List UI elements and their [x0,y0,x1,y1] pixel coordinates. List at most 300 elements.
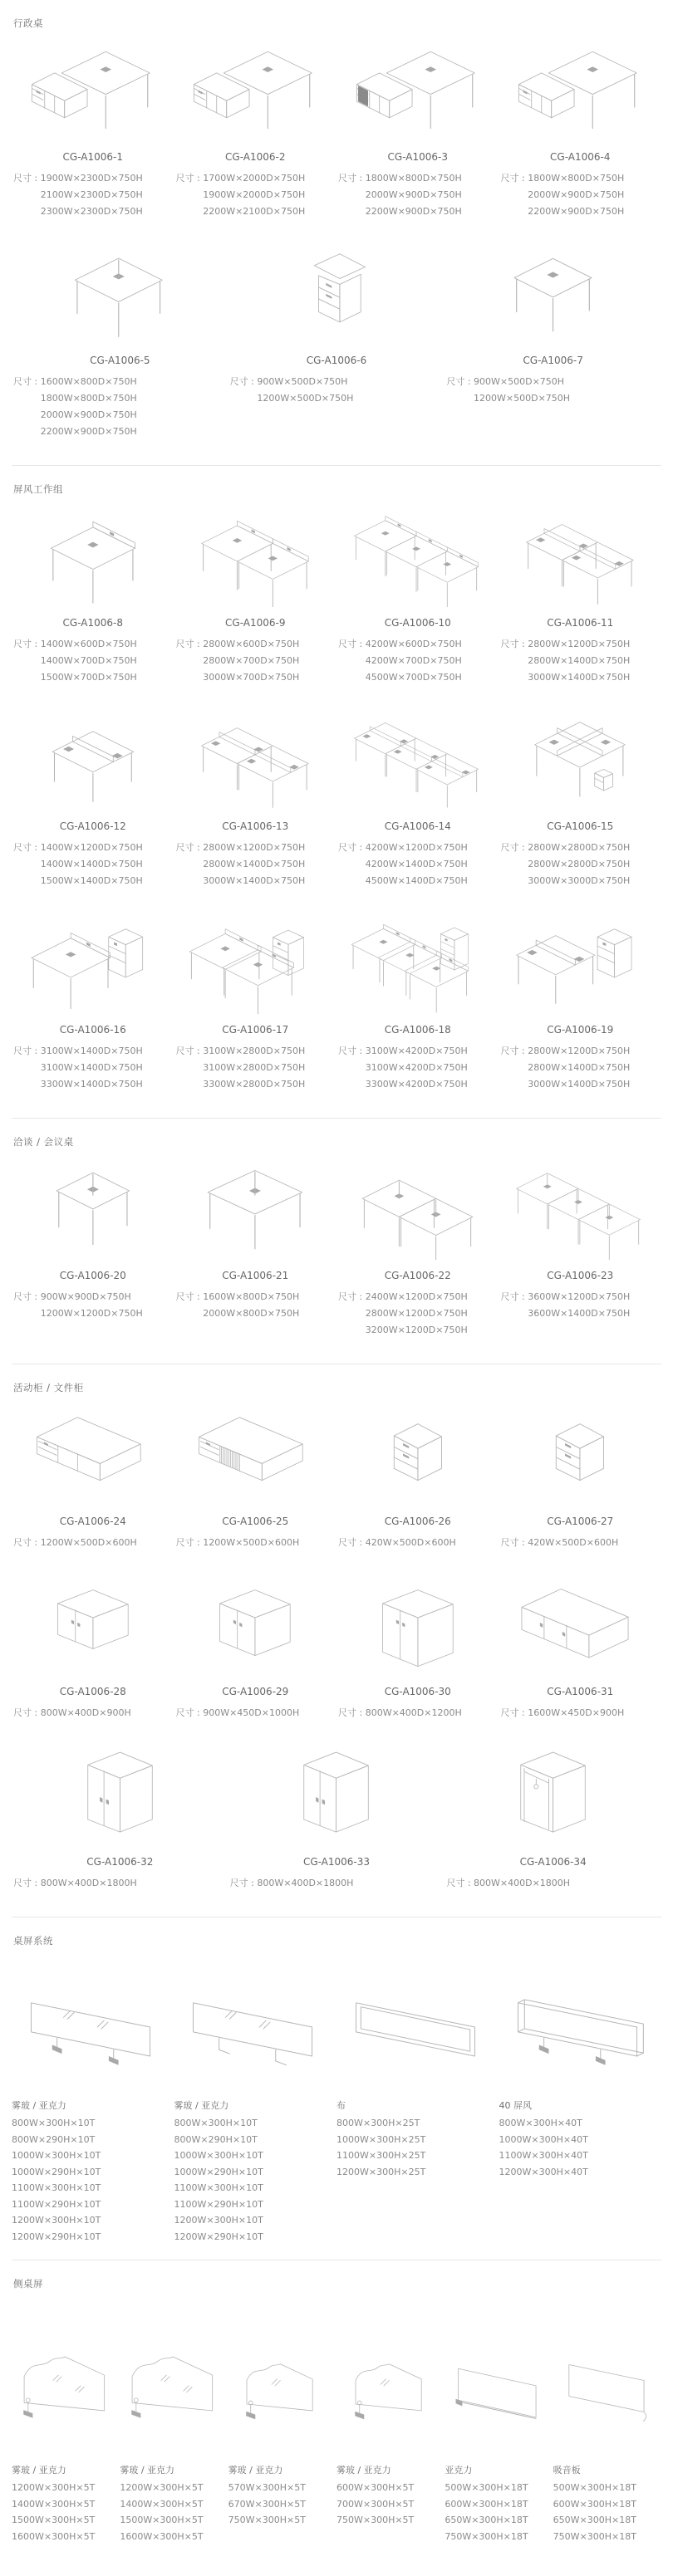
dimension-line: 900W×450D×1000H [203,1707,300,1718]
dimension-line: 1400W×700D×750H [40,655,137,666]
dimension-lines [203,1535,299,1551]
spec-size-line: 750W×300H×18T [553,2530,636,2542]
spec-column [445,2290,553,2544]
dimension-line: 800W×400D×1800H [40,1878,137,1888]
spec-size-line: 1500W×300H×5T [12,2515,96,2525]
product-row [12,1735,661,1892]
dimension-line: 2800W×1400D×750H [528,655,631,666]
dimensions-label: 尺寸 : [500,1537,528,1548]
product-dimensions [499,636,662,686]
spec-size-line: 1200W×300H×10T [12,2215,101,2226]
dimensions-label: 尺寸 : [13,376,41,387]
product-dimensions [336,1043,499,1093]
spec-size-line: 1000W×290H×10T [12,2166,101,2177]
dimension-line: 3200W×1200D×750H [365,1325,468,1335]
product-dimensions [499,1043,662,1093]
dimension-line: 2800W×1200D×750H [203,842,306,853]
product-dimensions [336,1289,499,1339]
product-model: CG-A1006-23 [547,1270,614,1281]
product-model: CG-A1006-3 [387,151,448,163]
spec-column [12,2290,120,2544]
dimension-line: 3600W×1200D×750H [528,1291,631,1302]
wardrobe-cabinet-illustration [228,1748,445,1846]
product-model: CG-A1006-8 [62,617,123,629]
dimension-lines [366,1289,468,1339]
spec-size-line: 750W×300H×5T [336,2515,415,2525]
executive-l-desk-illustration [12,43,174,141]
dimensions-label: 尺寸 : [338,1046,366,1056]
dimension-line: 900W×500D×750H [257,376,348,387]
product-model: CG-A1006-20 [59,1270,126,1281]
spec-size-line: 1000W×300H×10T [12,2150,101,2161]
product-dimensions [228,374,445,407]
spec-size-line: 800W×300H×25T [336,2118,420,2128]
catalog-sections [12,0,661,2559]
dimension-line: 3300W×2800D×750H [203,1079,306,1090]
product-dimensions [12,170,174,220]
dimension-line: 800W×400D×1800H [474,1878,571,1888]
side-screen-plain-illustration [445,2304,549,2451]
dimension-line: 1800W×800D×750H [365,173,462,184]
dimension-line: 1200W×1200D×750H [40,1308,143,1319]
dimension-line: 1200W×500D×750H [257,393,354,404]
spec-size-line: 650W×300H×18T [553,2515,636,2525]
dimension-line: 1400W×1200D×750H [40,842,143,853]
product-dimensions [336,636,499,686]
product-model: CG-A1006-19 [547,1024,614,1036]
side-screen-wave-small-illustration [336,2304,441,2451]
product-dimensions [12,1289,174,1322]
section-title: 屏风工作组 [13,483,63,495]
dimensions-label: 尺寸 : [175,1537,204,1548]
dimension-lines [528,1289,630,1322]
product-card [12,1735,228,1892]
low-cabinet-illustration [12,1578,174,1676]
product-model: CG-A1006-7 [523,355,583,366]
dimensions-label: 尺寸 : [338,1537,366,1548]
spec-size-line: 1600W×300H×5T [12,2530,96,2542]
spec-size-line: 1000W×300H×40T [499,2133,588,2145]
dimension-line: 3100W×1400D×750H [40,1046,143,1056]
product-model: CG-A1006-33 [302,1856,371,1868]
product-row [12,1565,661,1721]
narrow-desk-illustration [445,247,661,345]
product-model: CG-A1006-28 [59,1686,126,1697]
spec-size-line: 1000W×300H×25T [336,2133,426,2145]
dimensions-label: 尺寸 : [338,842,366,853]
dimension-line: 1800W×800D×750H [40,393,137,404]
dimension-line: 3600W×1400D×750H [528,1308,631,1319]
section-title: 行政桌 [13,17,43,29]
product-model: CG-A1006-16 [59,1024,126,1036]
spec-material-label: 亚克力 [445,2465,473,2476]
product-dimensions [174,636,337,686]
spec-column [12,1947,174,2245]
spec-size-line: 1400W×300H×5T [120,2498,204,2510]
product-model: CG-A1006-9 [225,617,286,629]
spec-material-label: 布 [336,2100,346,2111]
credenza-louver-cabinet-illustration [174,1408,337,1506]
dimension-lines [366,1043,468,1093]
dimensions-label: 尺寸 : [175,639,204,649]
dimensions-label: 尺寸 : [500,1707,528,1718]
product-card [499,1394,662,1551]
dimension-line: 4200W×1400D×750H [365,859,468,869]
product-model: CG-A1006-4 [550,151,611,163]
product-model: CG-A1006-30 [384,1686,451,1697]
spec-size-line: 1500W×300H×5T [120,2515,204,2525]
dimension-lines [41,1535,137,1551]
spec-size-line: 1400W×300H×5T [12,2498,96,2510]
spec-material-label: 40 屏风 [499,2100,532,2111]
dimension-line: 2200W×900D×750H [40,426,137,437]
spec-size-line: 1200W×300H×25T [336,2166,426,2177]
spec-column [336,1947,499,2245]
spec-material-label: 雾玻 / 亚克力 [12,2465,66,2476]
dimension-line: 4200W×1200D×750H [365,842,468,853]
dimensions-label: 尺寸 : [13,1878,41,1888]
product-card [499,496,662,686]
spec-size-line: 500W×300H×18T [445,2482,528,2493]
dimensions-label: 尺寸 : [338,1707,366,1718]
dimension-line: 4200W×700D×750H [365,655,462,666]
product-card [499,30,662,220]
wide-cabinet-illustration [499,1578,662,1676]
dimension-line: 900W×500D×750H [474,376,565,387]
spec-column [499,1947,662,2245]
product-model: CG-A1006-2 [225,151,286,163]
open-wardrobe-illustration [445,1748,661,1846]
product-card [12,1394,174,1551]
square-meeting-table-illustration [12,1162,174,1260]
dimensions-label: 尺寸 : [338,173,366,184]
product-card [499,699,662,889]
dimension-line: 2800W×600D×750H [203,639,300,649]
product-dimensions [12,636,174,686]
dimension-line: 3000W×1400D×750H [528,1079,631,1090]
dimensions-label: 尺寸 : [13,639,41,649]
product-card [12,233,228,440]
dimension-lines [474,1875,570,1892]
dimension-line: 1600W×800D×750H [40,376,137,387]
spec-column [553,2290,661,2544]
product-dimensions [174,1289,337,1322]
product-row [12,699,661,889]
product-dimensions [12,1705,174,1721]
dimension-lines [41,636,137,686]
product-model: CG-A1006-14 [384,820,451,832]
product-dimensions [336,170,499,220]
product-dimensions [499,1289,662,1322]
product-card [445,233,661,440]
section-1 [12,0,661,465]
dimension-lines [528,840,630,889]
spec-size-line: 800W×300H×10T [12,2118,96,2128]
spec-size-line: 1200W×300H×10T [174,2215,263,2226]
dimension-line: 2800W×1200D×750H [528,1046,631,1056]
dimension-line: 2000W×900D×750H [40,409,137,420]
screen-workstation-row-3-illustration [336,509,499,607]
product-card [174,1565,337,1721]
product-model: CG-A1006-18 [384,1024,451,1036]
product-model: CG-A1006-32 [86,1856,154,1868]
dimension-lines [203,1289,299,1322]
spec-column [336,2290,445,2544]
dimension-line: 1800W×800D×750H [528,173,625,184]
dimension-lines [528,636,630,686]
product-dimensions [336,1535,499,1551]
dimension-line: 1400W×600D×750H [40,639,137,649]
screen-workstation-face-2-illustration [499,509,662,607]
product-model: CG-A1006-21 [222,1270,289,1281]
product-card [174,30,337,220]
dimension-line: 3100W×4200D×750H [365,1046,468,1056]
workstation-cabinet-2-illustration [174,916,337,1014]
mobile-pedestal-illustration [499,1408,662,1506]
product-dimensions [336,840,499,889]
product-dimensions [12,374,228,440]
product-dimensions [499,840,662,889]
dimension-lines [41,170,143,220]
product-model: CG-A1006-17 [222,1024,289,1036]
dimension-line: 1200W×500D×750H [474,393,571,404]
section-3 [12,1118,661,1364]
dimension-line: 1600W×800D×750H [203,1291,300,1302]
dimension-lines [203,1043,305,1093]
product-card [12,1148,174,1339]
dimension-line: 1200W×500D×600H [203,1537,300,1548]
spec-size-line: 800W×290H×10T [12,2133,96,2145]
product-dimensions [12,840,174,889]
product-model: CG-A1006-25 [222,1516,289,1527]
product-card [174,699,337,889]
product-card [12,30,174,220]
product-model: CG-A1006-27 [547,1516,614,1527]
dimensions-label: 尺寸 : [13,173,41,184]
product-model: CG-A1006-13 [222,820,289,832]
dimension-lines [203,170,305,220]
dimension-lines [366,1535,456,1551]
spec-column [228,2290,336,2544]
screen-workstation-cluster-illustration [499,713,662,811]
dimensions-label: 尺寸 : [500,842,528,853]
dimension-line: 2000W×900D×750H [528,189,625,200]
product-model: CG-A1006-29 [222,1686,289,1697]
product-row [12,496,661,686]
dimension-line: 800W×400D×1200H [365,1707,462,1718]
product-dimensions [445,374,661,407]
product-dimensions [12,1535,174,1551]
dimension-line: 4500W×700D×750H [365,672,462,683]
screen-workstation-face-3-illustration [336,713,499,811]
dimension-lines [41,840,143,889]
section-title: 侧桌屏 [13,2278,43,2290]
spec-size-line: 1100W×300H×10T [12,2182,101,2193]
product-card [336,1394,499,1551]
dimension-line: 2800W×2800D×750H [528,859,631,869]
product-card [336,496,499,686]
side-screen-wave-illustration [12,2304,116,2451]
product-card [174,496,337,686]
product-card [445,1735,661,1892]
product-model: CG-A1006-10 [384,617,451,629]
product-dimensions [174,1043,337,1093]
dimension-lines [528,1043,630,1093]
section-2 [12,465,661,1118]
dimension-line: 2800W×1200D×750H [528,639,631,649]
dimension-line: 3100W×2800D×750H [203,1046,306,1056]
product-model: CG-A1006-34 [519,1856,587,1868]
dimension-line: 3000W×3000D×750H [528,875,631,886]
wardrobe-cabinet-illustration [12,1748,228,1846]
dimension-line: 1200W×500D×600H [40,1537,137,1548]
workstation-cabinet-3-illustration [336,916,499,1014]
spec-material-label: 雾玻 / 亚克力 [120,2465,175,2476]
dimensions-label: 尺寸 : [500,1046,528,1056]
dimensions-label: 尺寸 : [500,639,528,649]
dimension-line: 2000W×900D×750H [365,189,462,200]
executive-l-desk-illustration [174,43,337,141]
product-card [174,1148,337,1339]
side-screen-wave-small-illustration [228,2304,333,2451]
product-card [499,1565,662,1721]
dimension-lines [257,374,353,407]
dimension-line: 2800W×1200D×750H [365,1308,468,1319]
spec-size-line: 1200W×290H×10T [12,2231,101,2242]
product-dimensions [174,840,337,889]
dimension-line: 2000W×800D×750H [203,1308,300,1319]
spec-size-line: 1100W×290H×10T [12,2198,101,2210]
section-4 [12,1364,661,1917]
product-card [228,1735,445,1892]
spec-size-line: 1200W×290H×10T [174,2231,263,2242]
rect-desk-illustration [12,247,228,345]
product-dimensions [174,1535,337,1551]
spec-size-line: 600W×300H×18T [445,2498,528,2510]
product-dimensions [174,170,337,220]
dimension-lines [203,636,299,686]
product-row [12,30,661,220]
side-screen-hook-illustration [553,2304,658,2451]
spec-size-line: 1000W×290H×10T [174,2166,263,2177]
dimension-line: 420W×500D×600H [365,1537,456,1548]
product-dimensions [174,1705,337,1721]
product-card [174,903,337,1093]
product-row [12,903,661,1093]
workstation-cabinet-face-illustration [499,916,662,1014]
dimensions-label: 尺寸 : [500,1291,528,1302]
dimensions-label: 尺寸 : [338,1291,366,1302]
product-model: CG-A1006-1 [62,151,123,163]
product-dimensions [228,1875,445,1892]
dimension-line: 900W×900D×750H [40,1291,131,1302]
spec-size-line: 800W×300H×40T [499,2118,582,2128]
dimensions-label: 尺寸 : [13,1537,41,1548]
spec-column [174,1947,337,2245]
dimension-line: 2800W×2800D×750H [528,842,631,853]
spec-material-label: 吸音板 [553,2465,581,2476]
dimension-line: 2100W×2300D×750H [40,189,143,200]
dimension-line: 2800W×700D×750H [203,655,300,666]
product-model: CG-A1006-15 [547,820,614,832]
dimension-line: 2400W×1200D×750H [365,1291,468,1302]
product-dimensions [499,170,662,220]
spec-size-line: 800W×300H×10T [174,2118,258,2128]
dimension-line: 1900W×2000D×750H [203,189,306,200]
section-title: 洽谈 / 会议桌 [13,1136,74,1148]
product-dimensions [499,1535,662,1551]
dimension-lines [528,170,624,220]
dimension-lines [257,1875,353,1892]
dimension-line: 1400W×1400D×750H [40,859,143,869]
dimension-lines [366,170,462,220]
product-card [12,699,174,889]
dimension-line: 2200W×900D×750H [528,206,625,217]
rect-meeting-table-illustration [174,1162,337,1260]
section-6 [12,2260,661,2559]
product-card [12,496,174,686]
dimension-line: 4200W×600D×750H [365,639,462,649]
dimension-lines [203,1705,299,1721]
screen-workstation-face-1-illustration [12,713,174,811]
dimension-line: 2200W×900D×750H [365,206,462,217]
credenza-cabinet-illustration [12,1408,174,1506]
dimension-line: 1700W×2000D×750H [203,173,306,184]
product-card [336,30,499,220]
spec-size-line: 670W×300H×5T [228,2498,306,2510]
product-model: CG-A1006-26 [384,1516,451,1527]
side-screen-wave-illustration [120,2304,224,2451]
dimension-lines [366,1705,462,1721]
product-model: CG-A1006-11 [547,617,614,629]
dimension-line: 3000W×1400D×750H [528,672,631,683]
dimension-line: 3000W×1400D×750H [203,875,306,886]
dimensions-label: 尺寸 : [13,842,41,853]
dimensions-label: 尺寸 : [13,1291,41,1302]
spec-column [120,2290,228,2544]
dimension-line: 3000W×700D×750H [203,672,300,683]
dimension-line: 420W×500D×600H [528,1537,619,1548]
dimension-line: 2200W×2100D×750H [203,206,306,217]
screen-workstation-row-2-illustration [174,509,337,607]
dimension-line: 3100W×4200D×750H [365,1062,468,1073]
dimension-line: 4500W×1400D×750H [365,875,468,886]
product-card [336,1565,499,1721]
spec-size-line: 750W×300H×18T [445,2530,528,2542]
desk-screen-fabric-illustration [336,1961,496,2087]
dimension-lines [528,1535,618,1551]
dimension-lines [366,840,468,889]
desk-screen-clamp-illustration [12,1961,171,2087]
dimension-line: 800W×400D×900H [40,1707,131,1718]
dimension-line: 2300W×2300D×750H [40,206,143,217]
executive-l-desk-dark-illustration [336,43,499,141]
spec-size-line: 1100W×300H×10T [174,2182,263,2193]
dimension-lines [366,636,462,686]
spec-size-line: 700W×300H×5T [336,2498,415,2510]
product-card [174,1394,337,1551]
pedestal-unit-illustration [228,247,445,345]
dimensions-label: 尺寸 : [13,1707,41,1718]
screen-workstation-1-illustration [12,509,174,607]
spec-size-line: 1000W×300H×10T [174,2150,263,2161]
dimension-line: 3100W×2800D×750H [203,1062,306,1073]
spec-material-label: 雾玻 / 亚克力 [174,2100,229,2111]
product-card [336,699,499,889]
long-meeting-table-2-illustration [336,1162,499,1260]
dimensions-label: 尺寸 : [175,1707,204,1718]
dimension-lines [41,1043,143,1093]
